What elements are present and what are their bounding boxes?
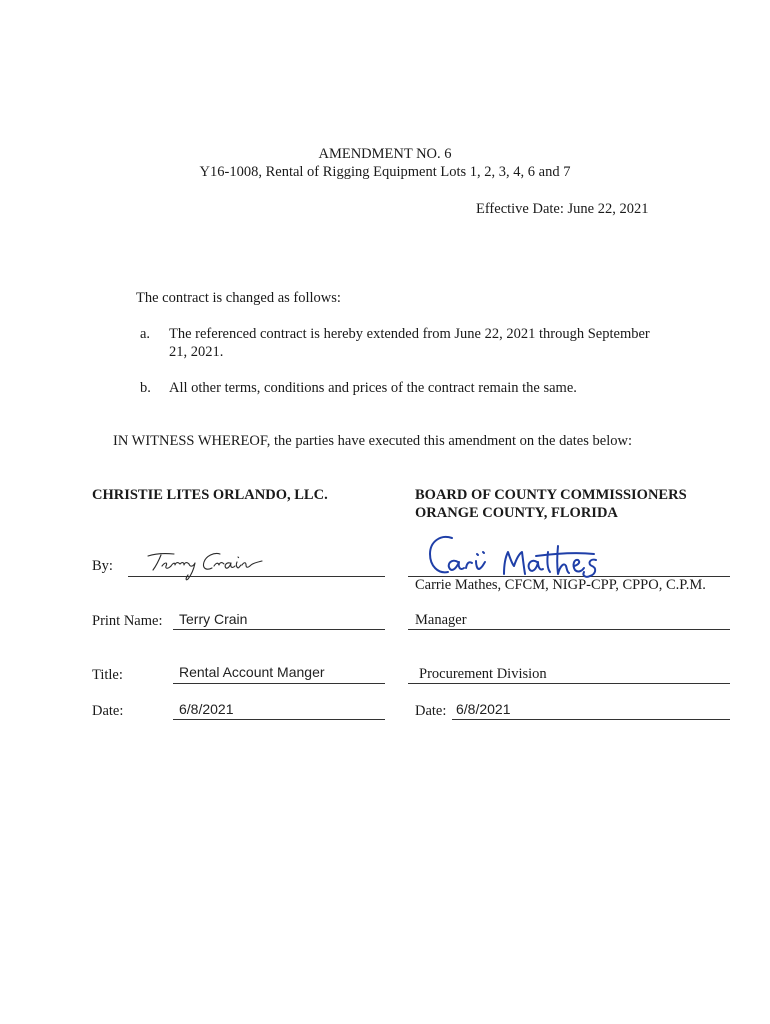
left-party-name: CHRISTIE LITES ORLANDO, LLC.: [92, 487, 328, 503]
witness-statement: IN WITNESS WHEREOF, the parties have executed this amendment on the dates below:: [113, 433, 632, 449]
contract-subtitle: Y16-1008, Rental of Rigging Equipment Lots 1, 2, 3, 4, 6 and 7: [199, 164, 571, 180]
right-date-line: [452, 719, 730, 720]
left-date-value: 6/8/2021: [179, 701, 234, 717]
item-a-text-line2: 21, 2021.: [169, 344, 224, 360]
print-name-line: [173, 629, 385, 630]
left-date-line: [173, 719, 385, 720]
title-value: Rental Account Manger: [179, 664, 325, 680]
terry-crain-signature: [140, 544, 270, 584]
signer-role: Manager: [415, 612, 467, 628]
right-date-label: Date:: [415, 703, 447, 719]
print-name-value: Terry Crain: [179, 611, 248, 627]
division-line: [408, 683, 730, 684]
title-line: [173, 683, 385, 684]
by-label: By:: [92, 558, 113, 574]
signer-caption: Carrie Mathes, CFCM, NIGP-CPP, CPPO, C.P.M.: [415, 577, 706, 593]
right-party-name-line1: BOARD OF COUNTY COMMISSIONERS: [415, 487, 687, 503]
title-label: Title:: [92, 667, 123, 683]
left-date-label: Date:: [92, 703, 124, 719]
intro-text: The contract is changed as follows:: [136, 290, 341, 306]
print-name-label: Print Name:: [92, 613, 163, 629]
item-a-text-line1: The referenced contract is hereby extended from June 22, 2021 through September: [169, 326, 650, 342]
item-b-text: All other terms, conditions and prices of the contract remain the same.: [169, 380, 577, 396]
amendment-title: AMENDMENT NO. 6: [318, 146, 452, 162]
effective-date: Effective Date: June 22, 2021: [476, 201, 649, 217]
role-line: [408, 629, 730, 630]
right-date-value: 6/8/2021: [456, 701, 511, 717]
item-b-marker: b.: [140, 380, 151, 396]
right-party-name-line2: ORANGE COUNTY, FLORIDA: [415, 505, 618, 521]
division-name: Procurement Division: [419, 666, 547, 682]
item-a-marker: a.: [140, 326, 151, 342]
